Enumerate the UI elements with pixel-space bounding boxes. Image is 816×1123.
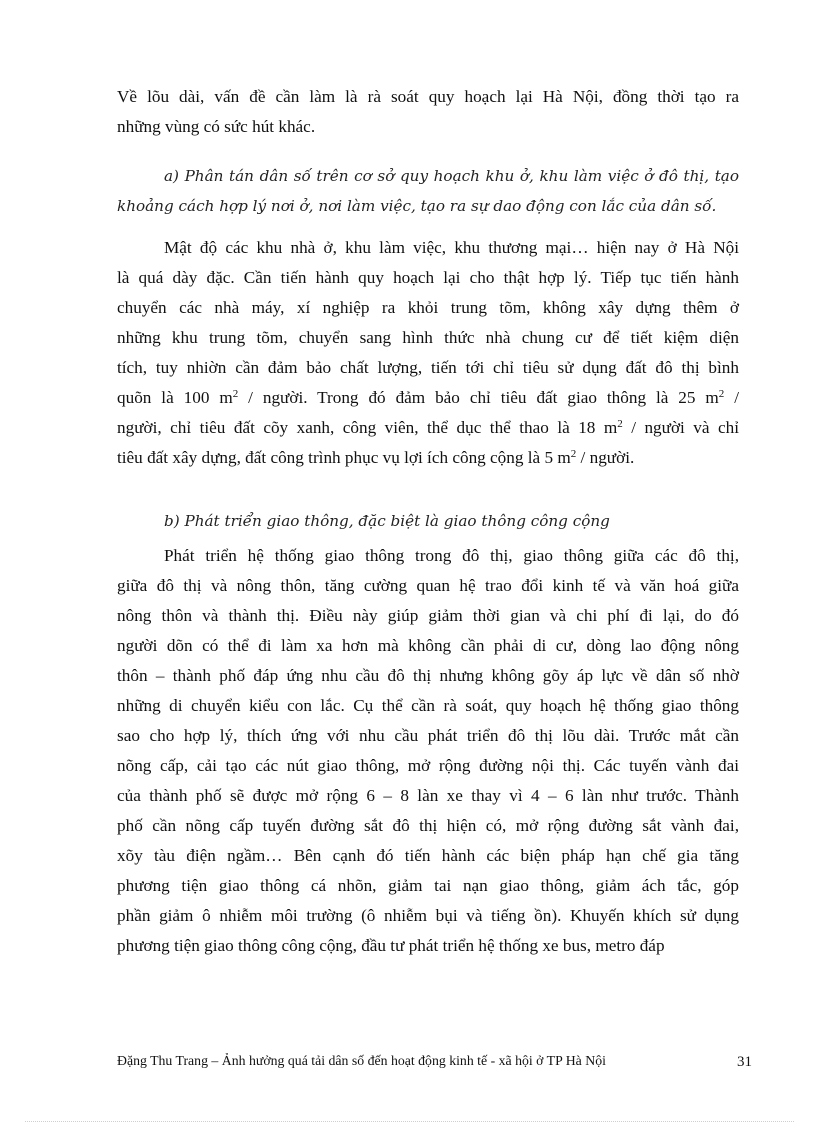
paragraph-line: Mật độ các khu nhà ở, khu làm việc, khu thương mại… hiện nay ở Hà Nội xyxy=(164,238,739,257)
paragraph-line: người dõn có thể đi làm xa hơn mà không cần phải di cư, dòng lao động nông xyxy=(117,636,739,655)
paragraph-line: sao cho hợp lý, thích ứng với nhu cầu phát triển đô thị lõu dài. Trước mắt cần xyxy=(117,726,739,745)
paragraph-line: là quá dày đặc. Cần tiến hành quy hoạch lại cho thật hợp lý. Tiếp tục tiến hành xyxy=(117,268,739,287)
paragraph-line: Phát triển hệ thống giao thông trong đô thị, giao thông giữa các đô thị, xyxy=(164,546,739,565)
paragraph-line: phần giảm ô nhiễm môi trường (ô nhiễm bụi và tiếng ồn). Khuyến khích sử dụng xyxy=(117,906,739,925)
page-boundary-divider xyxy=(25,1121,794,1122)
paragraph-line: Về lõu dài, vấn đề cần làm là rà soát quy hoạch lại Hà Nội, đồng thời tạo ra xyxy=(117,87,739,106)
paragraph-line: phố cần nõng cấp tuyến đường sắt đô thị hiện có, mở rộng đường sắt vành đai, xyxy=(117,816,739,835)
paragraph-line: của thành phố sẽ được mở rộng 6 – 8 làn xe thay vì 4 – 6 làn như trước. Thành xyxy=(117,786,739,805)
paragraph-line: nõng cấp, cải tạo các nút giao thông, mở rộng đường nội thị. Các tuyến vành đai xyxy=(117,756,739,775)
paragraph-line: nông thôn và thành thị. Điều này giúp giảm thời gian và chi phí đi lại, do đó xyxy=(117,606,739,625)
paragraph-line: giữa đô thị và nông thôn, tăng cường quan hệ trao đổi kinh tế và văn hoá giữa xyxy=(117,576,739,595)
paragraph-line: thôn – thành phố đáp ứng nhu cầu đô thị nhưng không gõy áp lực về dân số nhờ xyxy=(117,666,739,685)
paragraph-line: những khu trung tõm, chuyển sang hình thức nhà chung cư để tiết kiệm diện xyxy=(117,328,739,347)
page-number: 31 xyxy=(737,1054,752,1070)
paragraph-line: những di chuyển kiểu con lắc. Cụ thể cần rà soát, quy hoạch hệ thống giao thông xyxy=(117,696,739,715)
running-footer-title: Đặng Thu Trang – Ảnh hưởng quá tải dân số đến hoạt động kinh tế - xã hội ở TP Hà Nội xyxy=(117,1053,606,1068)
paragraph-line: chuyển các nhà máy, xí nghiệp ra khỏi trung tõm, không xây dựng thêm ở xyxy=(117,298,739,317)
paragraph-line: xõy tàu điện ngầm… Bên cạnh đó tiến hành các biện pháp hạn chế gia tăng xyxy=(117,846,739,865)
section-heading-line: b) Phát triển giao thông, đặc biệt là giao thông công cộng xyxy=(164,512,610,530)
paragraph-line: phương tiện giao thông công cộng, đầu tư phát triển hệ thống xe bus, metro đáp xyxy=(117,936,665,955)
paragraph-line: tích, tuy nhiờn cần đảm bảo chất lượng, tiến tới chỉ tiêu sử dụng đất đô thị bình xyxy=(117,358,739,377)
paragraph-line: người, chỉ tiêu đất cõy xanh, công viên, thể dục thể thao là 18 $m^2$ / người và chỉ xyxy=(117,418,739,437)
section-heading-line: a) Phân tán dân số trên cơ sở quy hoạch khu ở, khu làm việc ở đô thị, tạo xyxy=(164,167,739,185)
paragraph-line: quõn là 100 $m^2$ / người. Trong đó đảm bảo chỉ tiêu đất giao thông là 25 $m^2$ / xyxy=(117,388,739,407)
paragraph-line: phương tiện giao thông cá nhõn, giảm tai nạn giao thông, giảm ách tắc, góp xyxy=(117,876,739,895)
paragraph-line: tiêu đất xây dựng, đất công trình phục vụ lợi ích công cộng là 5 $m^2$ / người. xyxy=(117,448,635,467)
section-heading-line: khoảng cách hợp lý nơi ở, nơi làm việc, tạo ra sự dao động con lắc của dân số. xyxy=(117,197,717,215)
paragraph-line: những vùng có sức hút khác. xyxy=(117,117,316,136)
